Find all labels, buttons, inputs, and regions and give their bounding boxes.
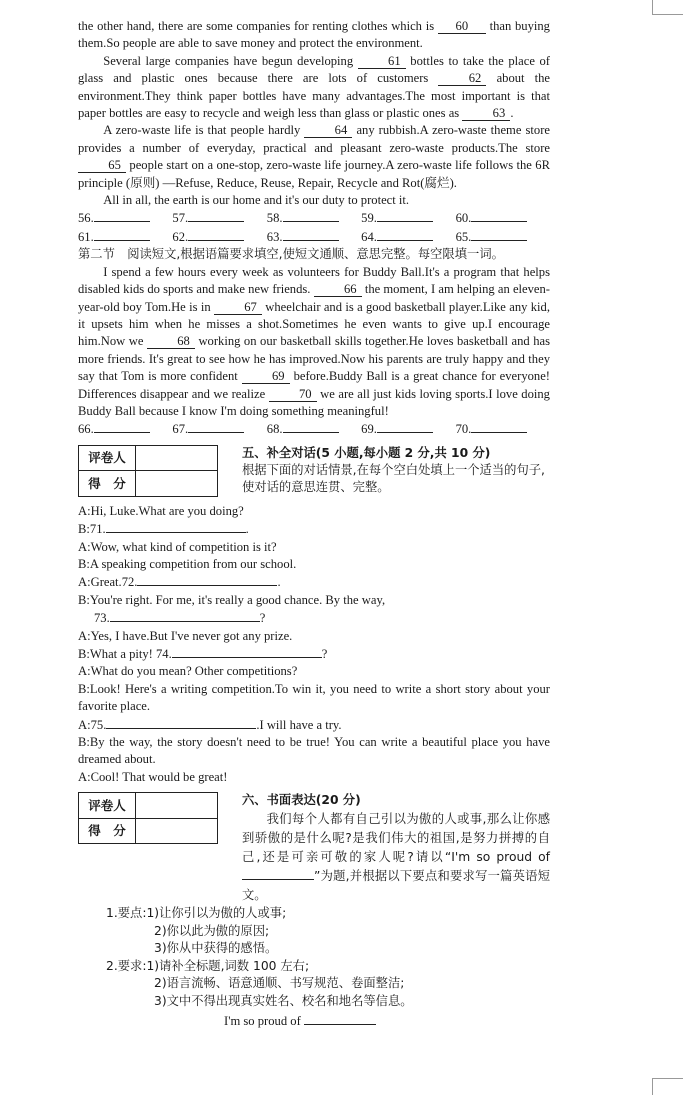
writing-prompt: 我们每个人都有自己引以为傲的人或事,那么让你感到骄傲的是什么呢?是我们伟大的祖国,是努力拼搏的自己,还是可亲可敬的家人呢?请以“I'm so proud of ”为题,并根据以下要点和要求写一篇英语短文。 — [242, 812, 550, 903]
answer-blank[interactable] — [106, 716, 256, 729]
answer-number: 58. — [266, 211, 283, 226]
grader-cell[interactable] — [136, 445, 218, 471]
answer-blank[interactable] — [471, 420, 527, 433]
blank-65[interactable]: 65 — [78, 158, 126, 173]
dialogue-line: A:Yes, I have.But I've never got any prize. — [78, 628, 293, 643]
answer-blank[interactable] — [188, 420, 244, 433]
section-title: 第二节 阅读短文,根据语篇要求填空,使短文通顺、意思完整。每空限填一词。 — [78, 247, 504, 262]
dialogue-line: A:Wow, what kind of competition is it? — [78, 539, 277, 554]
answer-blank[interactable] — [94, 228, 150, 241]
passage-paragraph: All in all, the earth is our home and it's our duty to protect it. — [103, 193, 410, 208]
dialogue-line: B:Look! Here's a writing competition.To win it, you need to write a short story about your favorite place. — [78, 681, 550, 714]
blank-61[interactable]: 61 — [358, 54, 406, 69]
score-cell[interactable] — [136, 818, 218, 844]
dialogue-line: B:71. . — [78, 522, 249, 537]
title-blank[interactable] — [242, 867, 314, 880]
dialogue-line: B:You're right. For me, it's really a good chance. By the way, — [78, 592, 386, 607]
answer-number: 69. — [361, 422, 377, 437]
part6-title: 六、书面表达(20 分) — [242, 793, 361, 808]
score-label: 得 分 — [79, 471, 136, 497]
grader-cell[interactable] — [136, 793, 218, 819]
exam-page — [78, 18, 550, 1031]
answer-row — [78, 228, 550, 246]
dialogue-line: 73. ? — [94, 611, 266, 626]
answer-blank[interactable] — [137, 573, 277, 586]
passage-paragraph: Several large companies have begun developing 61 bottles to take the place of glass and plastic ones because there are lots of customers 62 about the environment.They think paper bottles have many advantages.The most important is that paper bottles are easy to recycle and weigh less than glass or plastic ones as 63 . — [78, 53, 551, 121]
requirements: 1.要点:1)让你引以为傲的人或事; 2)你以此为傲的原因; 3)你从中获得的感悟。 2.要求:1)请补全标题,词数 100 左右; 2)语言流畅、语意通顺、书写规范、卷面整洁; 3)文中不得出现真实姓名、校名和地名等信息。 — [106, 906, 413, 1008]
grader-label: 评卷人 — [79, 793, 136, 819]
answer-number: 60. — [455, 211, 472, 226]
part5-instruction: 根据下面的对话情景,在每个空白处填上一个适当的句子,使对话的意思连贯、完整。 — [242, 462, 545, 494]
dialogue-line: A:Hi, Luke.What are you doing? — [78, 503, 244, 518]
passage-paragraph: the other hand, there are some companies for renting clothes which is 60 than buying them.So people are able to save money and protect the environment. — [78, 19, 550, 51]
score-box — [78, 445, 218, 497]
dialogue-line: B:What a pity! 74. ? — [78, 647, 328, 661]
passage-paragraph: I spend a few hours every week as volunteers for Buddy Ball.It's a program that helps disabled kids do sports and make new friends. 66 the moment, I am helping an eleven-year-old boy Tom.He is in 67 wheelchair and is a good basketball player.Like any kid, it upsets him when he misses a shot.Sometimes he even wants to give up.I encourage him.Now we 68 working on our basketball skills together.He loves basketball and has more friends. It's great to see how he has improved.Now his parents are truly happy and they say that Tom is more confident 69 before.Buddy Ball is a great chance for everyone! Differences disappear and we realize 70 we are all just kids loving sports.I love doing Buddy Ball because I know I'm doing something meaningful! — [78, 264, 551, 418]
dialogue-line: A:Cool! That would be great! — [78, 769, 228, 784]
answer-blank[interactable] — [283, 420, 339, 433]
crop-mark — [652, 0, 683, 15]
answer-number: 65. — [455, 229, 472, 244]
answer-blank[interactable] — [106, 520, 246, 533]
answer-blank[interactable] — [471, 228, 527, 241]
blank-62[interactable]: 62 — [438, 71, 486, 86]
dialogue-line: B:By the way, the story doesn't need to be true! You can write a beautiful place you have dreamed about. — [78, 735, 550, 767]
dialogue-line: A:What do you mean? Other competitions? — [78, 664, 298, 679]
answer-row — [78, 420, 550, 438]
dialogue-line: A:75. .I will have a try. — [78, 717, 342, 732]
score-label: 得 分 — [79, 818, 136, 844]
answer-blank[interactable] — [188, 228, 244, 241]
answer-number: 68. — [266, 422, 283, 437]
blank-66[interactable]: 66 — [314, 282, 362, 297]
answer-blank[interactable] — [471, 209, 527, 222]
part5-header — [78, 445, 550, 497]
blank-60[interactable]: 60 — [438, 19, 486, 34]
blank-64[interactable]: 64 — [304, 123, 352, 138]
answer-blank[interactable] — [188, 209, 244, 222]
answer-blank[interactable] — [377, 228, 433, 241]
blank-67[interactable]: 67 — [214, 300, 262, 315]
answer-blank[interactable] — [283, 228, 339, 241]
answer-number: 67. — [172, 422, 189, 437]
grader-label: 评卷人 — [79, 445, 136, 471]
answer-blank[interactable] — [94, 209, 150, 222]
answer-number: 56. — [78, 211, 94, 226]
answer-blank[interactable] — [94, 420, 150, 433]
dialogue-line: B:A speaking competition from our school. — [78, 556, 297, 571]
answer-number: 66. — [78, 422, 94, 437]
answer-row — [78, 209, 550, 227]
essay-title-blank[interactable] — [304, 1012, 376, 1025]
score-box — [78, 792, 218, 844]
answer-blank[interactable] — [377, 420, 433, 433]
dialogue — [78, 503, 550, 787]
answer-blank[interactable] — [110, 609, 260, 622]
answer-number: 57. — [172, 211, 189, 226]
answer-blank[interactable] — [377, 209, 433, 222]
blank-69[interactable]: 69 — [242, 369, 290, 384]
blank-63[interactable]: 63 — [462, 106, 510, 121]
blank-68[interactable]: 68 — [147, 334, 195, 349]
answer-number: 62. — [172, 229, 189, 244]
answer-number: 64. — [361, 229, 377, 244]
essay-title: I'm so proud of — [78, 1012, 550, 1030]
passage-paragraph: A zero-waste life is that people hardly 64 any rubbish.A zero-waste theme store provides a number of everyday, practical and pleasant zero-waste products.The store 65 people start on a one-stop, zero-waste life journey.A zero-waste life follows the 6R principle (原则) —Refuse, Reduce, Reuse, Repair, Recycle and Rot(腐烂). — [78, 123, 550, 190]
answer-number: 61. — [78, 229, 94, 244]
crop-mark — [652, 1078, 683, 1095]
part5-title: 五、补全对话(5 小题,每小题 2 分,共 10 分) — [242, 445, 491, 460]
dialogue-line: A:Great.72. . — [78, 575, 281, 590]
blank-70[interactable]: 70 — [269, 387, 317, 402]
answer-blank[interactable] — [172, 645, 322, 658]
answer-blank[interactable] — [283, 209, 339, 222]
answer-number: 63. — [266, 229, 283, 244]
answer-number: 70. — [455, 422, 472, 437]
score-cell[interactable] — [136, 471, 218, 497]
answer-number: 59. — [361, 211, 377, 226]
